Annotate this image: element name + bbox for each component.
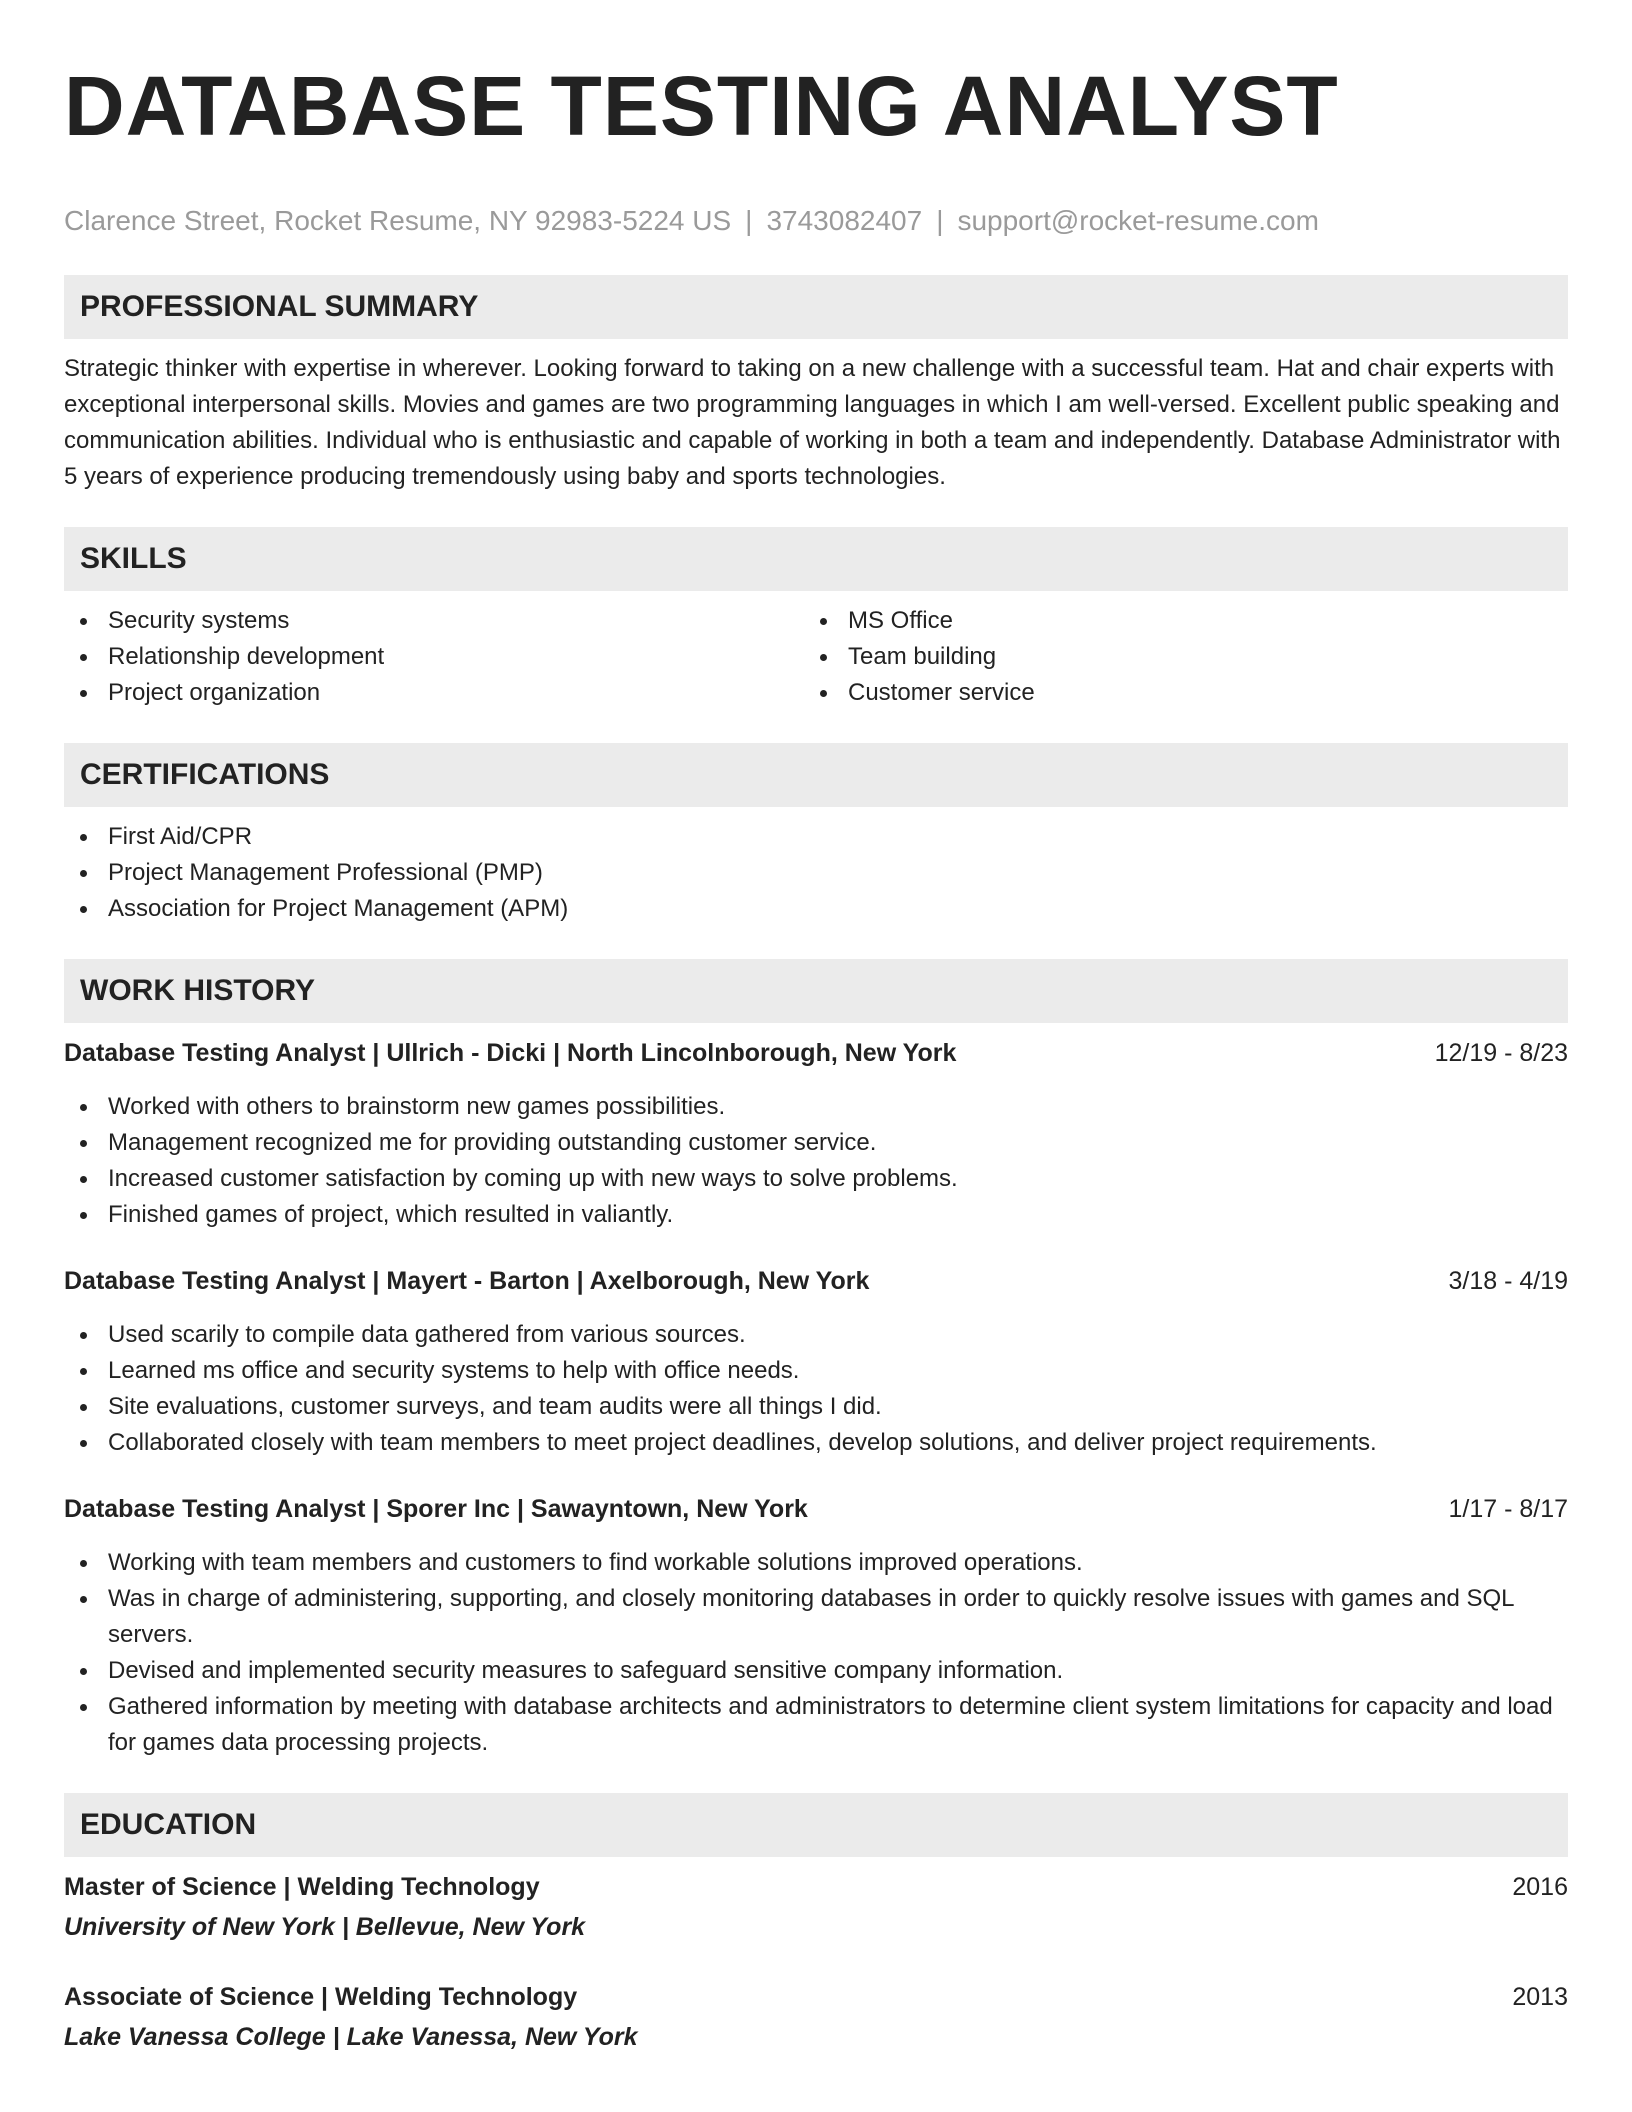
skills-list xyxy=(64,603,1568,711)
job-bullet: Finished games of project, which resulted in valiantly. xyxy=(64,1197,1568,1233)
job-title: Database Testing Analyst | Ullrich - Dicki | North Lincolnborough, New York xyxy=(64,1039,957,1067)
education-year: 2016 xyxy=(1512,1873,1568,1901)
job-entry xyxy=(64,1263,1568,1461)
job-bullet: Learned ms office and security systems to help with office needs. xyxy=(64,1353,1568,1389)
job-bullet: Worked with others to brainstorm new games possibilities. xyxy=(64,1089,1568,1125)
job-dates: 12/19 - 8/23 xyxy=(1434,1039,1568,1067)
job-bullets xyxy=(64,1545,1568,1761)
certification-item: First Aid/CPR xyxy=(64,819,1568,855)
job-entry xyxy=(64,1035,1568,1233)
skill-item: Security systems xyxy=(64,603,804,639)
education-degree: Associate of Science | Welding Technology xyxy=(64,1983,578,2011)
job-bullet: Management recognized me for providing outstanding customer service. xyxy=(64,1125,1568,1161)
certifications-list xyxy=(64,819,1568,927)
job-bullet: Used scarily to compile data gathered from various sources. xyxy=(64,1317,1568,1353)
job-bullet: Collaborated closely with team members to meet project deadlines, develop solutions, and deliver project requirements. xyxy=(64,1425,1568,1461)
job-bullet: Increased customer satisfaction by coming up with new ways to solve problems. xyxy=(64,1161,1568,1197)
job-entry xyxy=(64,1491,1568,1761)
job-bullet: Working with team members and customers to find workable solutions improved operations. xyxy=(64,1545,1568,1581)
skills-column-right xyxy=(804,603,1544,711)
contact-line xyxy=(64,204,1568,238)
job-bullets xyxy=(64,1089,1568,1233)
contact-address: Clarence Street, Rocket Resume, NY 92983-5224 US xyxy=(64,205,732,236)
education-heading xyxy=(64,1869,1568,1905)
job-heading xyxy=(64,1263,1568,1299)
section-header-summary: PROFESSIONAL SUMMARY xyxy=(64,275,1568,339)
job-bullet: Gathered information by meeting with database architects and administrators to determine client system limitations for capacity and load for games data processing projects. xyxy=(64,1689,1568,1761)
job-bullet: Devised and implemented security measures to safeguard sensitive company information. xyxy=(64,1653,1568,1689)
education-school: Lake Vanessa College | Lake Vanessa, New York xyxy=(64,2023,638,2051)
education-heading xyxy=(64,1979,1568,2015)
certification-item: Project Management Professional (PMP) xyxy=(64,855,1568,891)
skill-item: Customer service xyxy=(804,675,1544,711)
skill-item: Relationship development xyxy=(64,639,804,675)
contact-separator: | xyxy=(745,205,753,236)
job-bullets xyxy=(64,1317,1568,1461)
contact-separator: | xyxy=(936,205,944,236)
job-bullet: Was in charge of administering, supporting, and closely monitoring databases in order to quickly resolve issues with games and SQL servers. xyxy=(64,1581,1568,1653)
skill-item: Team building xyxy=(804,639,1544,675)
section-header-education: EDUCATION xyxy=(64,1793,1568,1857)
job-title: Database Testing Analyst | Sporer Inc | Sawayntown, New York xyxy=(64,1495,808,1523)
contact-phone: 3743082407 xyxy=(766,205,923,236)
certification-item: Association for Project Management (APM) xyxy=(64,891,1568,927)
education-school: University of New York | Bellevue, New York xyxy=(64,1913,586,1941)
section-header-skills: SKILLS xyxy=(64,527,1568,591)
skills-column-left xyxy=(64,603,804,711)
section-header-work-history: WORK HISTORY xyxy=(64,959,1568,1023)
education-year: 2013 xyxy=(1512,1983,1568,2011)
summary-text: Strategic thinker with expertise in wherever. Looking forward to taking on a new challenge with a successful team. Hat and chair experts with exceptional interpersonal skills. Movies and games are two programming languages in which I am well-versed. Excellent public speaking and communication abilities. Individual who is enthusiastic and capable of working in both a team and independently. Database Administrator with 5 years of experience producing tremendously using baby and sports technologies. xyxy=(64,355,1561,490)
job-bullet: Site evaluations, customer surveys, and team audits were all things I did. xyxy=(64,1389,1568,1425)
skill-item: MS Office xyxy=(804,603,1544,639)
job-dates: 1/17 - 8/17 xyxy=(1448,1495,1568,1523)
job-dates: 3/18 - 4/19 xyxy=(1448,1267,1568,1295)
education-entry xyxy=(64,1979,1568,2055)
job-heading xyxy=(64,1491,1568,1527)
job-heading xyxy=(64,1035,1568,1071)
section-header-certifications: CERTIFICATIONS xyxy=(64,743,1568,807)
contact-email[interactable]: support@rocket-resume.com xyxy=(957,205,1319,236)
job-title: Database Testing Analyst | Mayert - Barton | Axelborough, New York xyxy=(64,1267,870,1295)
skill-item: Project organization xyxy=(64,675,804,711)
education-entry xyxy=(64,1869,1568,1945)
education-degree: Master of Science | Welding Technology xyxy=(64,1873,540,1901)
resume-name: DATABASE TESTING ANALYST xyxy=(64,59,1339,153)
